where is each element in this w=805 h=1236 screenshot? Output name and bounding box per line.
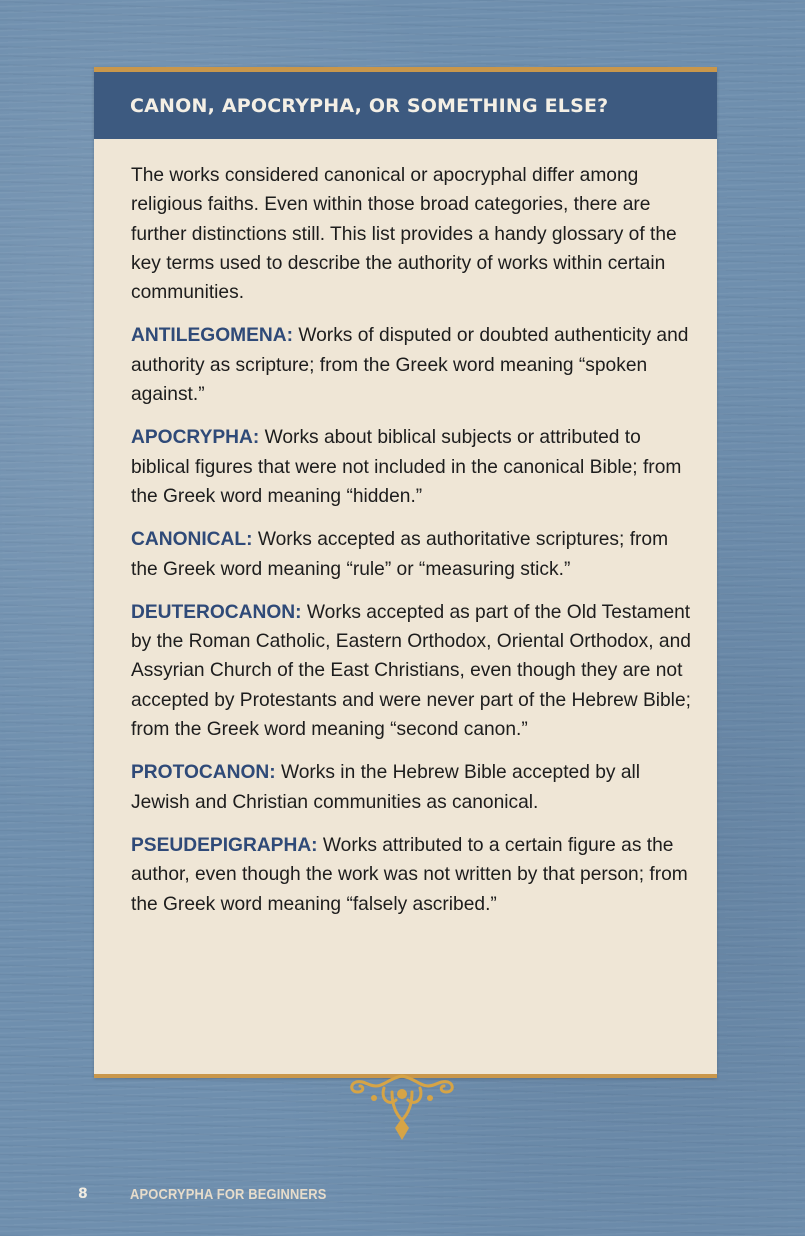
glossary-term: PSEUDEPIGRAPHA:	[131, 834, 318, 856]
glossary-entry-pseudepigrapha	[131, 831, 691, 919]
glossary-entry-antilegomena	[131, 321, 691, 409]
sidebar-body	[131, 161, 691, 933]
running-title: APOCRYPHA FOR BEGINNERS	[130, 1185, 327, 1203]
glossary-definition: Works of disputed or doubted authenticity and authority as scripture; from the Greek word meaning “spoken against.”	[131, 325, 689, 406]
glossary-definition: Works about biblical subjects or attributed to biblical figures that were not included in the canonical Bible; from the Greek word meaning “hidden.”	[131, 427, 682, 507]
glossary-entry-deuterocanon	[131, 598, 691, 744]
glossary-sidebar-box	[94, 67, 717, 1078]
intro-paragraph: The works considered canonical or apocryphal differ among religious faiths. Even within those broad categories, there are further distinctions still. This list provides a handy glossary of the key terms used to describe the authority of works within certain communities.	[131, 165, 677, 304]
page-number: 8	[78, 1186, 88, 1202]
glossary-term: PROTOCANON:	[131, 762, 276, 784]
glossary-entry-protocanon	[131, 758, 691, 817]
glossary-term: CANONICAL:	[131, 529, 253, 551]
glossary-definition: Works in the Hebrew Bible accepted by all Jewish and Christian communities as canonical.	[131, 762, 641, 813]
sidebar-title: CANON, APOCRYPHA, OR SOMETHING ELSE?	[130, 94, 609, 117]
glossary-entry-apocrypha	[131, 423, 691, 511]
page-footer	[78, 1184, 359, 1204]
glossary-entry-canonical	[131, 525, 691, 584]
glossary-definition: Works accepted as authoritative scriptures; from the Greek word meaning “rule” or “measuring stick.”	[131, 529, 669, 580]
glossary-definition: Works accepted as part of the Old Testament by the Roman Catholic, Eastern Orthodox, Oriental Orthodox, and Assyrian Church of the East Christians, even though they are not accepted by Protestants and were never part of the Hebrew Bible; from the Greek word meaning “second canon.”	[131, 601, 691, 741]
glossary-term: ANTILEGOMENA:	[131, 325, 294, 347]
glossary-definition: Works attributed to a certain figure as the author, even though the work was not written by that person; from the Greek word meaning “falsely ascribed.”	[131, 834, 688, 915]
glossary-term: DEUTEROCANON:	[131, 601, 302, 623]
glossary-term: APOCRYPHA:	[131, 427, 260, 449]
gold-filigree-ornament-icon	[340, 1072, 464, 1142]
sidebar-header	[94, 72, 717, 139]
